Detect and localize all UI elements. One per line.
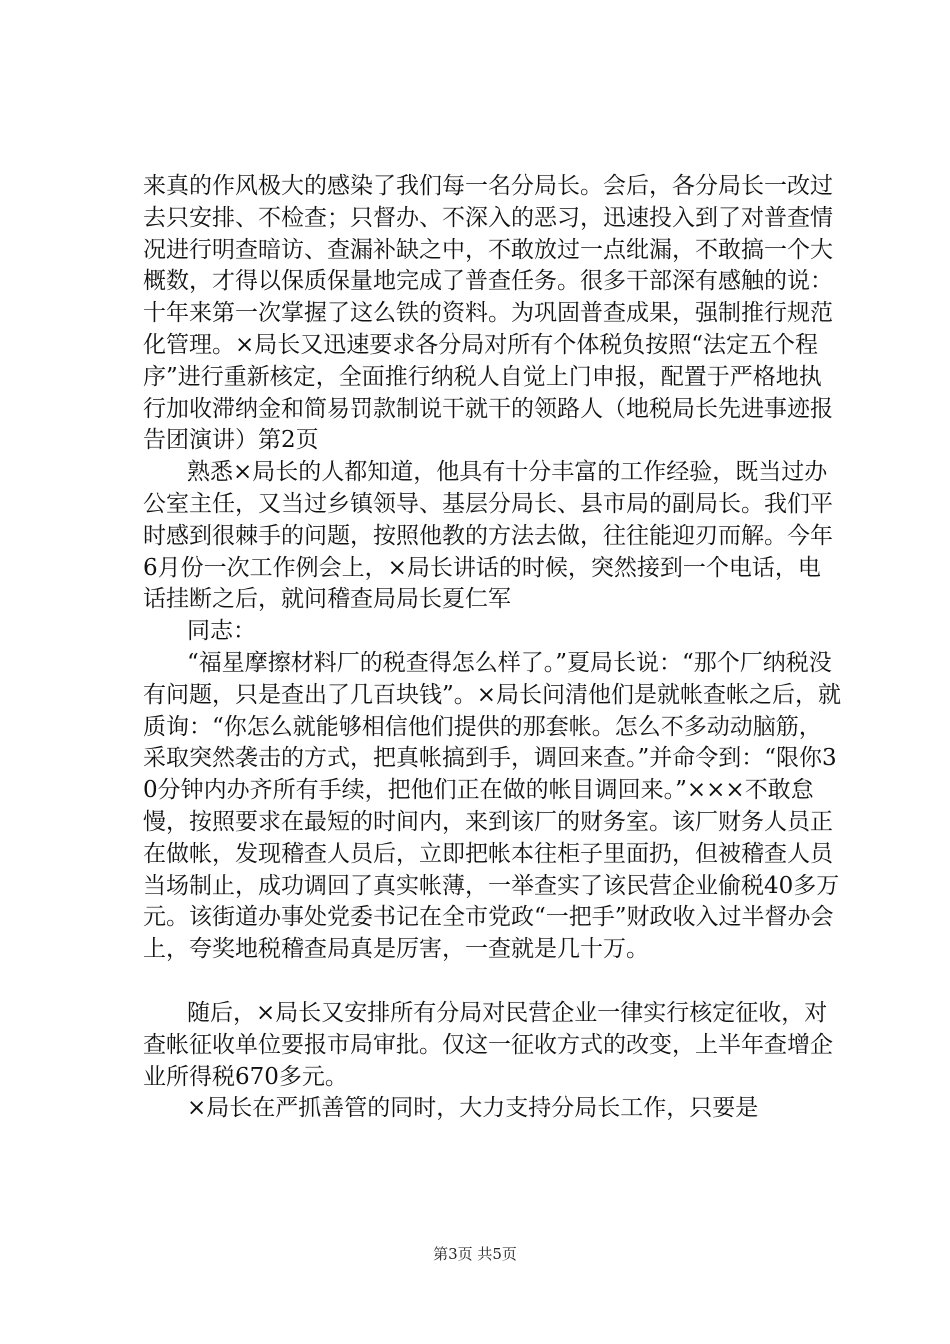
paragraph-5: 随后，×局长又安排所有分局对民营企业一律实行核定征收，对查帐征收单位要报市局审批。仅这一征收方式的改变，上半年查增企业所得税670多元。	[143, 999, 833, 1090]
page-footer: 第3页 共5页	[433, 1245, 517, 1263]
paragraph-1: 来真的作风极大的感染了我们每一名分局长。会后，各分局长一改过去只安排、不检查；只督办、不深入的恶习，迅速投入到了对普查情况进行明查暗访、查漏补缺之中，不敢放过一点纰漏，不敢搞一个大概数，才得以保质保量地完成了普查任务。很多干部深有感触的说：十年来第一次掌握了这么铁的资料。为巩固普查成果，强制推行规范化管理。×局长又迅速要求各分局对所有个体税负按照“法定五个程序”进行重新核定，全面推行纳税人自觉上门申报，配置于严格地执行加收滞纳金和简易罚款制说干就干的领路人（地税局长先进事迹报告团演讲）第2页	[143, 173, 833, 454]
paragraph-6: ×局长在严抓善管的同时，大力支持分局长工作，只要是	[187, 1095, 759, 1122]
paragraph-4: “福星摩擦材料厂的税查得怎么样了。”夏局长说：“那个厂纳税没有问题，只是查出了几百块钱”。×局长问清他们是就帐查帐之后，就质询：“你怎么就能够相信他们提供的那套帐。怎么不多动动脑筋，采取突然袭击的方式，把真帐搞到手，调回来查。”并命令到：“限你30分钟内办齐所有手续，把他们正在做的帐目调回来。”×××不敢怠慢，按照要求在最短的时间内，来到该厂的财务室。该厂财务人员正在做帐，发现稽查人员后，立即把帐本往柜子里面扔，但被稽查人员当场制止，成功调回了真实帐薄，一举查实了该民营企业偷税40多万元。该街道办事处党委书记在全市党政“一把手”财政收入过半督办会上，夸奖地税稽查局真是厉害，一查就是几十万。	[143, 649, 842, 963]
paragraph-3: 同志：	[187, 618, 256, 645]
paragraph-2: 熟悉×局长的人都知道，他具有十分丰富的工作经验，既当过办公室主任，又当过乡镇领导、基层分局长、县市局的副局长。我们平时感到很棘手的问题，按照他教的方法去做，往往能迎刃而解。今年6月份一次工作例会上，×局长讲话的时候，突然接到一个电话，电话挂断之后，就问稽查局局长夏仁军	[143, 459, 833, 613]
paragraph-spacer	[143, 966, 843, 998]
document-body	[143, 171, 843, 1125]
